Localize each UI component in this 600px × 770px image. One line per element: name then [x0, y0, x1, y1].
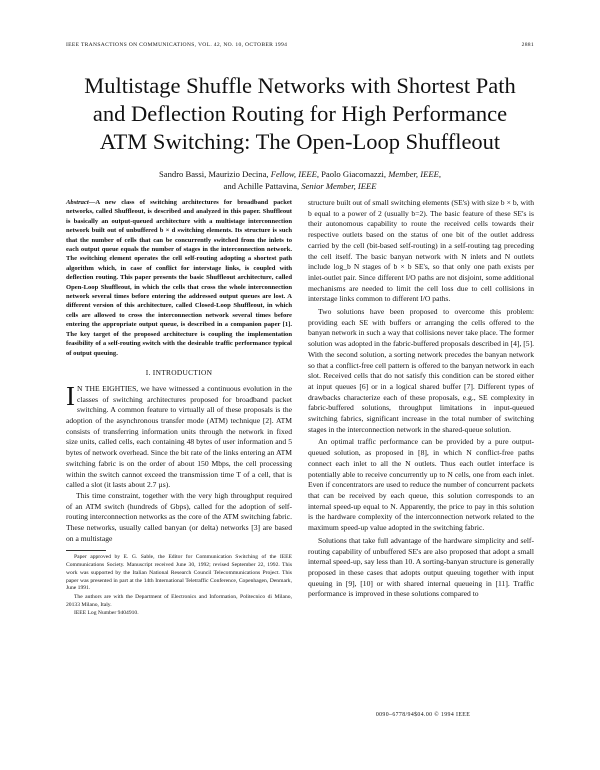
author-senior-grade: Senior Member, IEEE [301, 181, 377, 191]
footnote-paragraph-3: IEEE Log Number 9404910. [74, 610, 139, 617]
author-names-3: and Achille Pattavina, [223, 181, 300, 191]
author-member-grade: Member, IEEE, [388, 169, 441, 179]
author-fellow-grade: Fellow, IEEE, [270, 169, 319, 179]
title-line-2: and Deflection Routing for High Performance [92, 101, 508, 126]
intro-paragraph-1-text: N THE EIGHTIES, we have witnessed a continuous evolution in the classes of switching architectures proposed for broadband packet switching. A common feature to virtually all of these proposals is the adoption of the asynchronous transfer mode (ATM) technique [2]. ATM consists of transferring information units through the network in fixed size units, called cells, each containing 48 bytes of user information and 5 bytes of network overhead. Since the bit rate of the links entering an ATM switching fabric is on the order of about 150 Mbps, the cell processing within the switch cannot exceed the transmission time T of a cell, that is called a slot (it lasts about 2.7 µs). [66, 383, 292, 490]
copyright-line: 0090–6778/94$04.00 © 1994 IEEE [375, 712, 471, 718]
intro-paragraph-2: This time constraint, together with the very high throughput required of an ATM switch (hundreds of Gbps), called for the adoption of self-routing interconnection networks as the core of the ATM switching fabric. These networks, usually called banyan (or delta) networks [3] are based on a multistage [66, 490, 292, 543]
right-paragraph-2: Two solutions have been proposed to overcome this problem: providing each SE with buffers or arranging the cells offered to the banyan network in such a way that collisions never take place. The former solution was adopted in the fabric-buffered proposals described in [4], [5]. With the second solution, a sorting network precedes the banyan network so that a conflict-free cell pattern is offered to the banyan network in each slot. Received cells that do not satisfy this condition can be stored either at input queues [6] or in a logical shared buffer [7]. Different types of drawbacks characterize each of these proposals, e.g., SE complexity in fabric-buffered solutions, throughput limitations in input-queued switching fabrics, significant increase in the total number of switching stages in the interconnection network in the shared-queue solution. [308, 307, 534, 434]
footnote [66, 554, 292, 618]
title-line-1: Multistage Shuffle Networks with Shortest Path [84, 73, 516, 98]
abstract-lead: Abstract— [66, 199, 96, 206]
author-names-1: Sandro Bassi, Maurizio Decina, [159, 169, 269, 179]
running-header [66, 42, 534, 52]
paper-title [40, 72, 560, 156]
author-list [80, 168, 520, 192]
footnote-divider [66, 550, 106, 551]
right-column-body [308, 198, 534, 600]
right-paragraph-1: structure built out of small switching elements (SE's) with size b × b, with b equal to a power of 2 (usually b=2). The basic feature of these SE's is their autonomous capability to route the received cells towards their respective outlets based on the status of one bit of the outlet address carried by the cell (bit-based self-routing) in a self-routing tag preceding the cell itself. The basic banyan network with N inlets and N outlets include log_b N stages of b × b SE's, so that only one path exists per inlet-outlet pair. Since different I/O paths are not disjoint, some additional mechanisms are needed to limit the cell loss due to cell collisions in interstage links common to different I/O paths. [308, 198, 534, 304]
author-names-2: Paolo Giacomazzi, [321, 169, 387, 179]
right-paragraph-4: Solutions that take full advantage of the hardware simplicity and self-routing capability of unbuffered SE's are also proposed that adopt a small internal speed-up, say less than 10. A sorting-banyan structure is generally proposed in these cases that adopts output queuing together with input queuing in [9], [10] or with shared internal queueing in [11]. Traffic performance is improved in these solutions compared to [308, 535, 534, 599]
page-number: 2881 [521, 42, 534, 48]
title-line-3: ATM Switching: The Open-Loop Shuffleout [99, 129, 501, 154]
journal-header: IEEE TRANSACTIONS ON COMMUNICATIONS, VOL. 42, NO. 10, OCTOBER 1994 [66, 42, 288, 48]
abstract [66, 198, 292, 358]
drop-cap: I [66, 380, 75, 411]
right-column [308, 198, 534, 602]
footnote-paragraph-1: Paper approved by E. G. Sable, the Editor for Communication Switching of the IEEE Communications Society. Manuscript received June 30, 1992; revised September 22, 1992. This work was supported by the Italian National Research Council Telecommunications Project. This paper was presented in part at the 14th International Teletraffic Conference, Copenhagen, Denmark, June 1991. [66, 554, 292, 592]
section-heading-introduction: I. INTRODUCTION [145, 367, 213, 377]
right-paragraph-3: An optimal traffic performance can be provided by a pure output-queued solution, as proposed in [8], in which N conflict-free paths connect each inlet to all the N outlets. Thus each outlet interface is potentially able to receive concurrently up to N cells, one from each inlet. Even if concentrators are used to reduce the number of concurrent packets that can be received by each queue, this solution corresponds to an internal speed-up equal to N. Apparently, the price to pay in this solution is the hardware complexity of the interconnection network related to the maximum speed-up value adopted in the switching fabric. [308, 437, 534, 533]
intro-paragraph-1 [66, 380, 292, 491]
introduction-body [66, 380, 292, 545]
left-column [66, 198, 292, 619]
footnote-paragraph-2: The authors are with the Department of Electronics and Information, Politecnico di Milano, 20133 Milano, Italy. [66, 593, 292, 608]
abstract-text: A new class of switching architectures for broadband packet networks, called Shuffleout, is described and analyzed in this paper. Shuffleout is basically an output-queued architecture with a multistage interconnection network built out of unbuffered b × d switching elements. Its structure is such that the number of cells that can be concurrently switched from the inlets to each output queue equals the number of stages in the interconnection network. The switching element operates the cell self-routing adopting a shortest path algorithm which, in case of conflict for interstage links, is coupled with deflection routing. This paper presents the basic Shuffleout architecture, called Open-Loop Shuffleout, in which the cells that cross the whole interconnection network several times before entering the addressed output queues are lost. A different version of this architecture, called Closed-Loop Shuffleout, in which cells are allowed to cross the interconnection network several times before entering the appropriate output queue, is described in a companion paper [1]. The key target of the proposed architecture is coupling the implementation feasibility of a self-routing switch with the desirable traffic performance typical of output queuing. [66, 199, 292, 357]
